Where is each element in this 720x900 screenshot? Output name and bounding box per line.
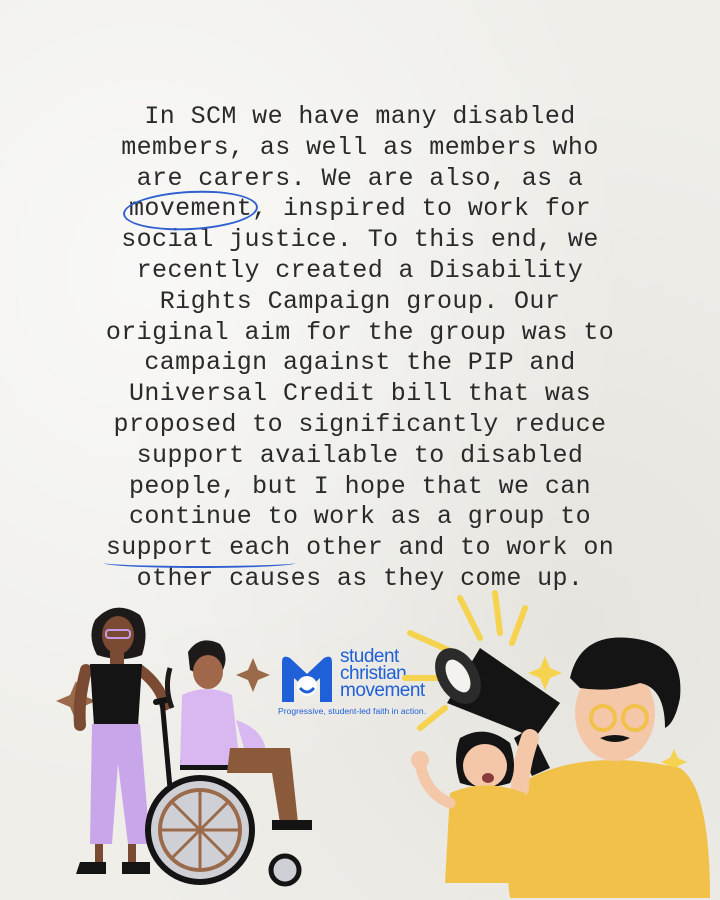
- text-line: people, but I hope that we can: [128, 471, 592, 501]
- text-line: campaign against the PIP and: [144, 348, 576, 378]
- text-line: members, as well as members who: [121, 132, 599, 162]
- text-line: Rights Campaign group. Our: [159, 286, 561, 316]
- logo-tagline: Progressive, student-led faith in action.: [278, 706, 427, 716]
- wheelchair-illustration: [40, 600, 330, 895]
- text-line: [30, 533, 690, 564]
- text-line: other causes as they come up.: [136, 563, 584, 593]
- sparkle-icon: [236, 658, 270, 692]
- text-line: [30, 194, 690, 225]
- text-line: social justice. To this end, we: [121, 225, 599, 255]
- circled-word: movement: [128, 194, 253, 224]
- text-line: support available to disabled: [136, 440, 584, 470]
- scm-logo-icon: [278, 652, 336, 704]
- logo-line: christian: [340, 663, 407, 684]
- body-text: [30, 102, 690, 595]
- text-line: continue to work as a group to: [128, 502, 592, 532]
- logo-line: movement: [340, 680, 425, 701]
- text-line: original aim for the group was to: [105, 317, 615, 347]
- text-line: proposed to significantly reduce: [113, 409, 607, 439]
- text-line: are carers. We are also, as a: [136, 163, 584, 193]
- text-fragment: other and to work on: [290, 533, 615, 563]
- megaphone-illustration: [400, 588, 710, 898]
- text-line: In SCM we have many disabled: [144, 102, 576, 131]
- logo-line: student: [340, 646, 399, 667]
- text-line: recently created a Disability: [136, 255, 584, 285]
- underlined-phrase: support each: [105, 533, 291, 563]
- text-fragment: , inspired to work for: [252, 194, 592, 224]
- text-line: Universal Credit bill that was: [128, 379, 592, 409]
